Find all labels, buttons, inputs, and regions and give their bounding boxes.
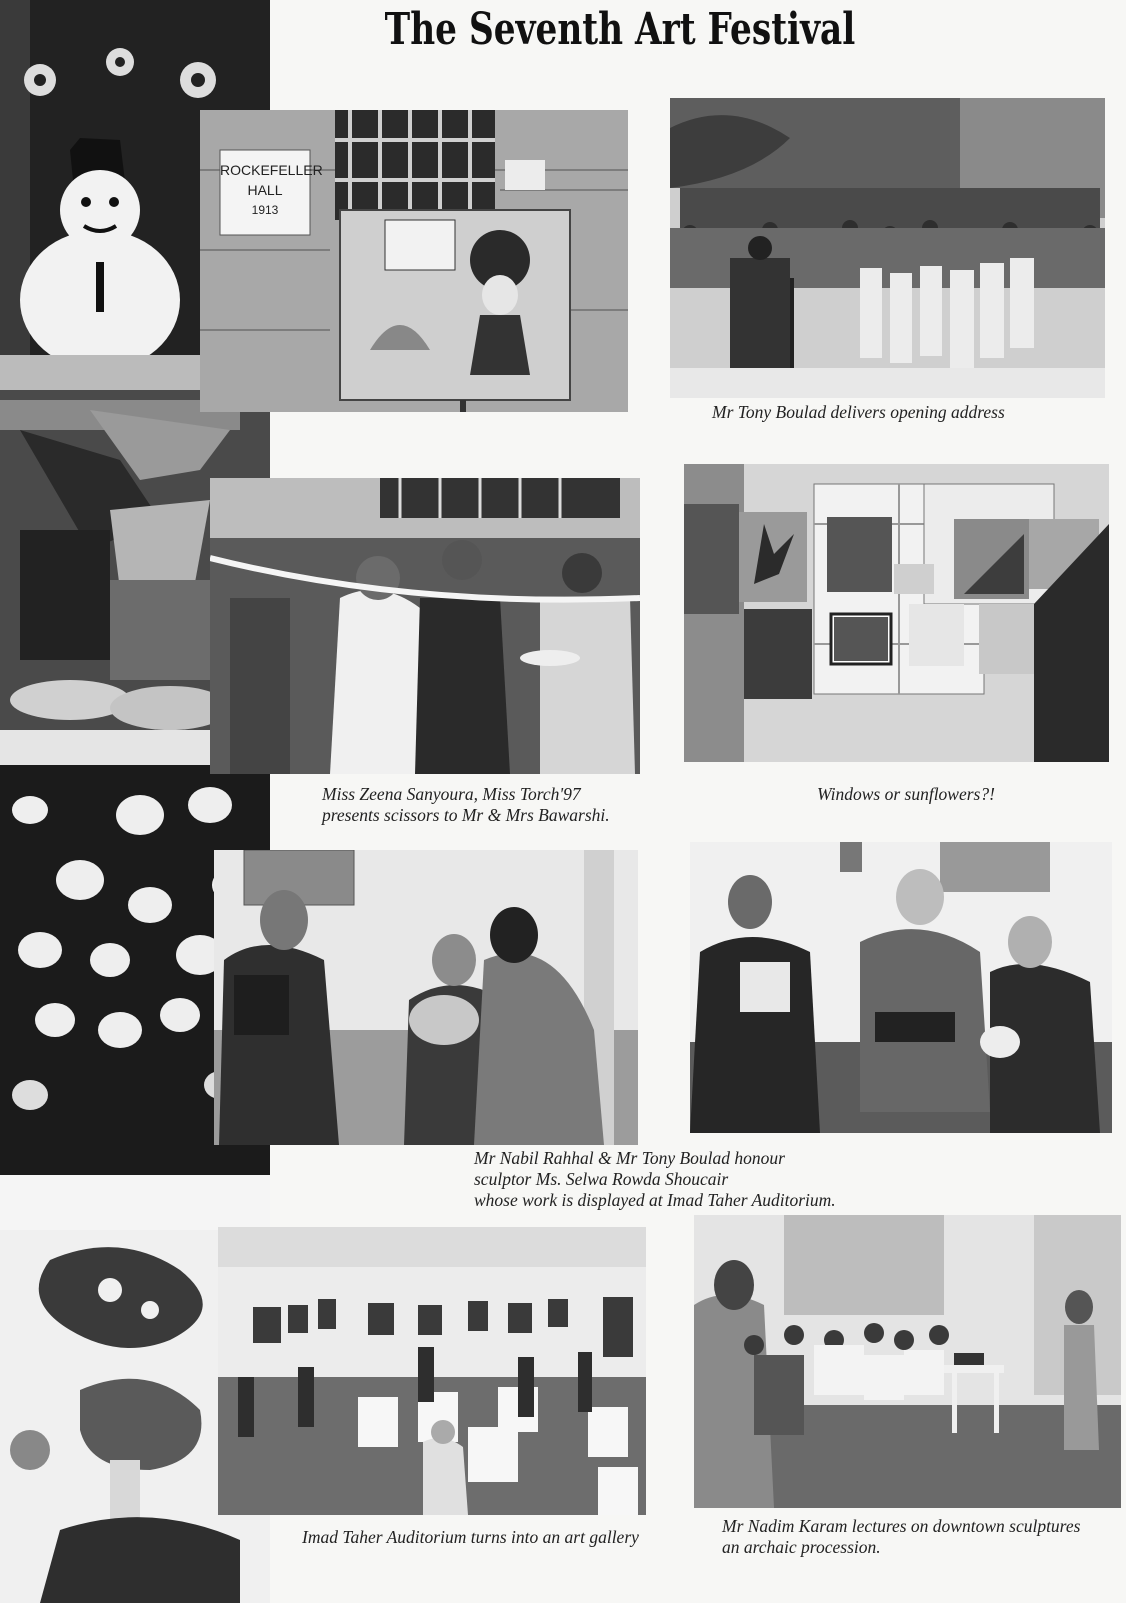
photo-opening-address: [670, 98, 1105, 398]
sign-line-1: ROCKEFELLER: [220, 162, 323, 178]
caption-line: whose work is displayed at Imad Taher Auditorium.: [474, 1190, 836, 1210]
caption-line: Mr Nabil Rahhal & Mr Tony Boulad honour: [474, 1148, 785, 1168]
caption-line: Mr Nadim Karam lectures on downtown sculptures: [722, 1516, 1081, 1536]
photo-ribbon-cutting: [210, 478, 640, 774]
photo-lecture: [694, 1215, 1121, 1508]
sign-line-2: HALL: [247, 182, 283, 198]
photo-windows-sunflowers: [684, 464, 1109, 762]
caption-opening-address: [712, 402, 1005, 423]
caption-art-gallery: [302, 1527, 639, 1548]
caption-honour-sculptor: [474, 1148, 836, 1211]
sign-line-3: 1913: [251, 203, 279, 217]
caption-lecture: [722, 1516, 1080, 1558]
caption-line: Windows or sunflowers?!: [817, 784, 995, 804]
caption-line: an archaic procession.: [722, 1537, 881, 1557]
caption-line: Imad Taher Auditorium turns into an art gallery: [302, 1527, 639, 1547]
photo-honour-sculptor-left: [214, 850, 638, 1145]
caption-windows-sunflowers: [817, 784, 995, 805]
photo-rockefeller-hall: [200, 110, 628, 412]
photo-art-gallery: [218, 1227, 646, 1515]
caption-line: sculptor Ms. Selwa Rowda Shoucair: [474, 1169, 729, 1189]
caption-line: Miss Zeena Sanyoura, Miss Torch'97: [322, 784, 581, 804]
photo-honour-sculptor-right: [690, 842, 1112, 1133]
caption-line: presents scissors to Mr & Mrs Bawarshi.: [322, 805, 610, 825]
caption-ribbon-cutting: [322, 784, 610, 826]
caption-line: Mr Tony Boulad delivers opening address: [712, 402, 1005, 422]
page-title: The Seventh Art Festival: [384, 4, 856, 55]
